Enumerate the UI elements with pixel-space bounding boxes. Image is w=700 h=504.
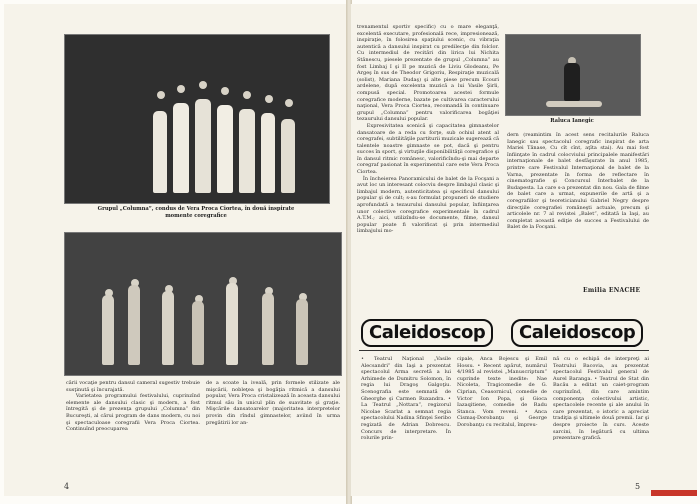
left-text-column-1: cării vocaţie pentru dansul cameral sugestiv trebuie susţinută şi încurajată. Varietatea programului festivalului, cuprinzînd elemente ale dansului clasic şi modern, a fost întregită şi de prezenţa grupului „Columna” din Bucureşti, al cărui program de dans modern, cu noi şi spectaculoase coregrafii Vera Proca Ciortea. Continuînd preocuparea: [66, 380, 200, 433]
right-text-column-1: trenamentul sportiv specific) cu o mare eleganţă, excelentă executare, profesională rece, impresionează, inspiraţie, în folosirea spaţiului scenic, cu vibraţia autentică a dansului inspirat cu predilecţie din folclor. Cu intermediul de recitări din lirica lui Nichita Stănescu, piesele prezentate de grupul „Columna” au fost Limbaj I şi II pe muzică de Liviu Glodeanu, Pe Argeş în sus de Theodor Grigoriu, Respiraţie muzicală (solist), Mariana Dudaş) şi alte piese precum Ecouri ardelene, după excelenta muzică a lui Vasile Şirli, compusă special. Promotoarea acestei formule coregrafice moderne, bazate pe cultivarea caracterului naţional, Vera Proca Ciortea, recomandă în continuare grupul „Columna” pentru valorificarea bogăţiei tezaurului dansului popular. Expresivitatea scenică şi capacitatea gimnastelor dansatoare de a reda cu forţe, sub ochiul atent al coregrafei, subtilităţile partiturii muzicale sugerează că talentele noastre gimnaste se pot, dacă şi pentru succes în sport, şi virtuţile disponibilităţii coregrafice şi în dansul ritmic românesc, valorificîndu-şi mai departe coregraf pasionat în experimentul care este Vera Proca Ciortea. În încheierea Panoramicului de balet de la Focşani a avut loc un interesant colocviu despre limbajul clasic şi limbajul modern, autenticitatea şi specificul dansului popular şi de cult; s-au formulat propuneri de studiere aprofundată a tezaurului dansului popular, înfiinţarea unor colective coregrafice experimentale în cadrul A.T.M.; aici, utilizîndu-se documente, filme, dansul popular poate fi valorificat şi prin intermediul limbajului mo-: [357, 24, 499, 235]
left-page: [4, 4, 349, 496]
page-number-right: 5: [635, 482, 641, 491]
photo-caption-raluca: Raluca Ianegic: [550, 118, 594, 124]
photo-columna-group-2: [64, 232, 342, 376]
photo-caption-columna: Grupul „Columna”, condus de Vera Proca Ciortea, în două inspirate momente coregrafice: [97, 206, 295, 219]
caleidoscop-rule: [359, 350, 649, 351]
caleidoscop-column-2: cipale, Anca Bojescu şi Emil Hossu. • Recent apărut, numărul 4/1985 al revistei „Manuscriptum” cuprinde texte inedite: Nae Nicoleta, Tragicomedie de G. Ciprian, Ceasornicul, comedie de Victor Ion Popa, şi Gioca Iazaqitiene, comedie de Radu Stanca. Vom reveni. • Anca Cismaş-Dorobanţu şi George Dorobanţu cu recitalul, împreu-: [457, 356, 549, 428]
caleidoscop-logo-2: Caleidoscop: [511, 319, 643, 347]
author-signature: Emilia ENACHE: [583, 287, 641, 294]
caleidoscop-column-3: nă cu o echipă de interpreţi ai Teatrului Bacovia, au prezentat spectacolul Festivalul general de Aurel Baranga. • Teatrul de Stat din Bacău a editat un caiet-program cuprinzînd, din care amintim componenţa colectivului artistic, spectacolele recente şi ale anului în care prezentat, o istoric a apreciat tradiţia şi ultimele două premii. Iar şi despre proiecte în curs. Aceste sarcini, în legătură cu ultima prezentare grafică.: [553, 356, 651, 442]
photo-columna-group-1: [64, 34, 330, 204]
caleidoscop-column-1: • Teatrul Naţional „Vasile Alecsandri” din Iaşi a prezentat spectacolul Arma secretă a lui Arhimede de Dumitru Solomon, în regia lui Dragoş Galgoţiu. Scenografia este semnată de Gheorghe şi Carmen Ruxandra. • La Teatrul „Nottara”, regizorul Nicolae Scarlat a semnat regia spectacolului Nadina Sfinţei Seribo regizată de Adrian Dobrescu. Concurs de interpretare. În rolurile prin-: [361, 356, 453, 442]
photo-raluca-ianegic: [505, 34, 641, 116]
right-page: [350, 4, 697, 496]
page-number-left: 4: [64, 482, 70, 491]
edge-color-tab: [651, 490, 697, 496]
caleidoscop-logo-1: Caleidoscop: [361, 319, 493, 347]
left-text-column-2: de a scoate la iveală, prin formele stilizate ale mişcării, nobleţea şi bogăţia ritmică a dansului popular, Vera Proca cristalizează în aceasta dansului ritmul său în unicul plin de suavitate şi graţie. Mişcările dansatoarelor (majoritatea interpretelor provin din rîndul gimnastelor, aviind în urma pregătirii lor an-: [206, 380, 342, 426]
right-text-column-2: dern (reamintim în acest sens recitalurile Raluca Ianegic sau spectacolul coregrafic inspirat de arta Mariei Tănase, Cu cît cînt, aţîta stai). Au mai fost înfiinţate în cadrul colocviului principalele manifestări internaţionale de balet desfăşurate în anul 1985, printre care Festivalul Internaţional de balet de la Varna, prezentate în forma de reflectare în cinematografie şi Concursul Interbalet de la Budapesta. La care s-a prezentat din nou. Gala de filme de balet care a urmat, expunerile de artă şi a coregrafiilor şi teoreticianului Gabriel Negry despre direcţiile coregrafiei româneşti actuale, precum şi articolele nr. 7 al revistei „Balet”, editată la Iaşi, au completat această ediţie de succes a Festivalului de Balet de la Focşani.: [507, 132, 651, 231]
